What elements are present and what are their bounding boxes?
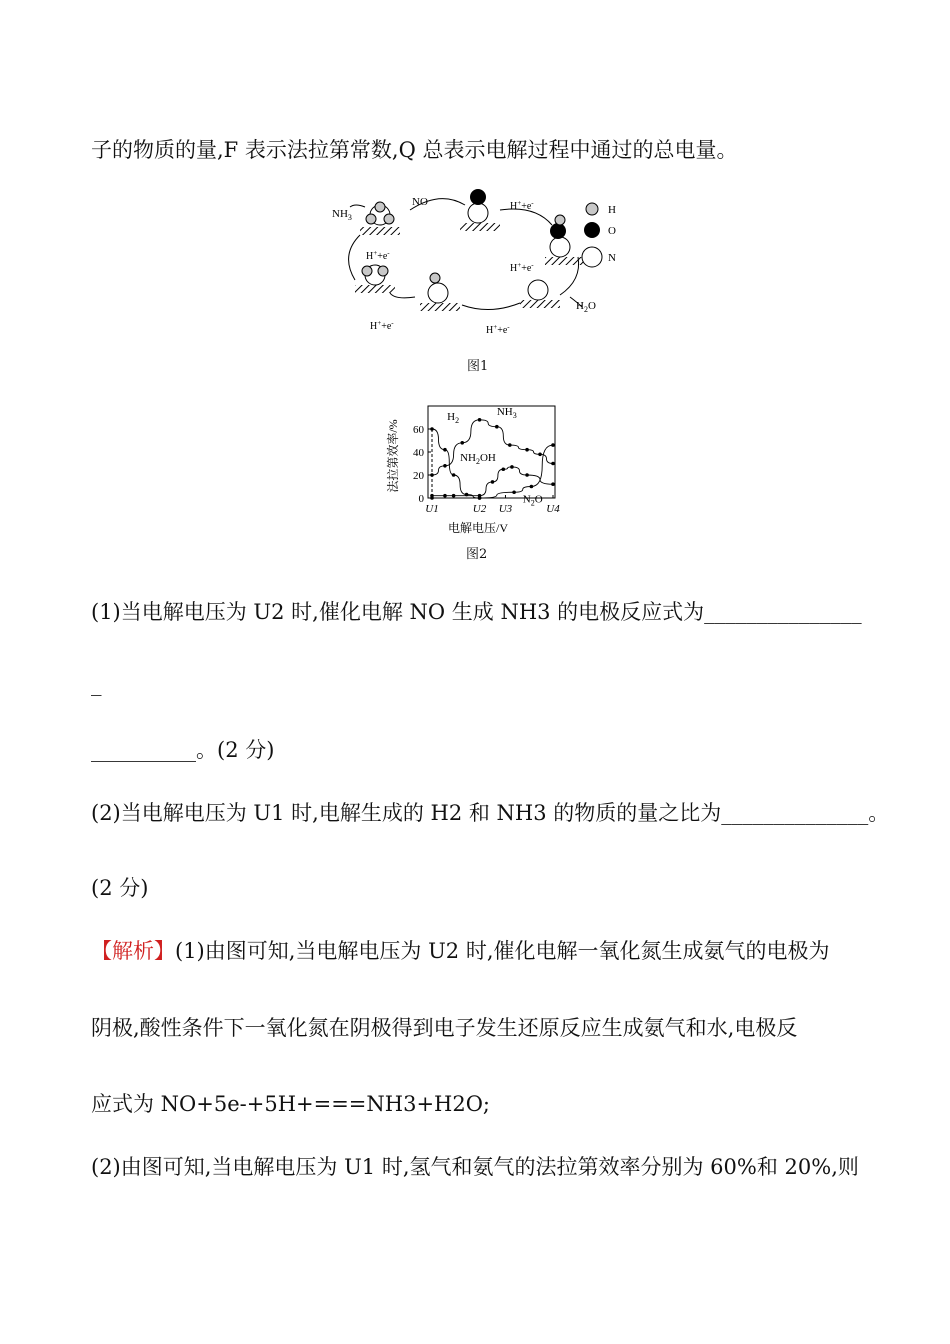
- analysis-line-4: (2)由图可知,当电解电压为 U1 时,氢气和氨气的法拉第效率分别为 60%和 20%,则: [91, 1155, 859, 1179]
- data-point-nh3: [443, 464, 447, 468]
- series-label-nh2oh: $NH_2OH$: [460, 452, 496, 467]
- label-he-2: H++e-: [510, 261, 534, 274]
- analysis-line-1: [91, 935, 830, 965]
- x-tick-label: U3: [498, 503, 513, 515]
- legend-o-dot: [584, 222, 600, 238]
- question-1-end: [91, 734, 274, 764]
- data-point-nh2oh: [443, 494, 447, 498]
- data-point-nh3: [508, 443, 512, 447]
- data-point-h2: [443, 448, 447, 452]
- label-nh3: $NH_3$: [332, 208, 352, 222]
- legend-o: O: [608, 225, 616, 237]
- y-tick-label: 60: [413, 424, 424, 436]
- figure-1: [320, 185, 640, 345]
- legend-n: N: [608, 252, 616, 264]
- data-point-nh2oh: [525, 473, 529, 477]
- label-he-1: H++e-: [510, 199, 534, 212]
- question-2-score: (2 分): [91, 876, 149, 900]
- figure-2-caption: 图2: [466, 547, 488, 562]
- analysis-line-3: 应式为 NO+5e-+5H+===NH3+H2O;: [91, 1092, 491, 1116]
- y-tick-label: 0: [418, 493, 424, 505]
- legend-n-dot: [582, 247, 602, 267]
- intro-text: 子的物质的量,F 表示法拉第常数,Q 总表示电解过程中通过的总电量。: [91, 138, 738, 162]
- data-point-nh2oh: [502, 467, 506, 471]
- y-tick-label: 40: [413, 447, 424, 459]
- question-1: [91, 596, 862, 626]
- data-point-n2o: [478, 496, 482, 500]
- question-1-text: (1)当电解电压为 U2 时,催化电解 NO 生成 NH3 的电极反应式为: [91, 600, 705, 624]
- question-2-end: 。: [868, 801, 890, 825]
- x-tick-label: U1: [425, 503, 439, 515]
- data-point-n2o: [430, 496, 434, 500]
- data-point-h2: [430, 427, 434, 431]
- answer-blank-1-cont: _: [91, 672, 102, 696]
- chart-ylabel: 法拉第效率/%: [386, 419, 400, 493]
- question-1-score: 。(2 分): [196, 738, 275, 762]
- data-point-nh3: [460, 441, 464, 445]
- answer-blank-2: ______________: [721, 801, 869, 825]
- data-point-nh3: [478, 418, 482, 422]
- figure-1-caption: 图1: [467, 359, 489, 374]
- data-point-n2o: [512, 490, 516, 494]
- y-tick-label: 20: [413, 470, 424, 482]
- data-point-nh2oh: [491, 480, 495, 484]
- data-point-n2o: [551, 443, 555, 447]
- series-label-h2: $H_2$: [447, 410, 460, 425]
- data-point-nh3: [525, 448, 529, 452]
- data-point-n2o: [530, 485, 534, 489]
- data-point-nh3: [538, 453, 542, 457]
- label-he-3: H++e-: [486, 323, 510, 336]
- legend-h: H: [608, 204, 616, 216]
- series-label-n2o: $N_2O$: [522, 493, 543, 508]
- x-tick-label: U4: [546, 503, 560, 515]
- data-point-nh3: [430, 473, 434, 477]
- faradaic-efficiency-chart: [383, 398, 573, 538]
- analysis-tag: 【解析】: [91, 939, 175, 963]
- data-point-nh2oh: [510, 465, 514, 469]
- figure-2: [383, 398, 573, 538]
- data-point-h2: [452, 473, 456, 477]
- legend-h-dot: [586, 203, 598, 215]
- analysis-text-1: (1)由图可知,当电解电压为 U2 时,催化电解一氧化氮生成氨气的电极为: [175, 939, 830, 963]
- data-point-nh2oh: [551, 482, 555, 486]
- reaction-cycle-diagram: [320, 185, 640, 345]
- data-point-nh3: [551, 462, 555, 466]
- label-he-5: H++e-: [366, 249, 390, 262]
- answer-blank-1: _______________: [704, 600, 862, 624]
- question-2: [91, 797, 889, 827]
- analysis-line-2: 阴极,酸性条件下一氧化氮在阴极得到电子发生还原反应生成氨气和水,电极反: [91, 1016, 798, 1040]
- label-he-4: H++e-: [370, 319, 394, 332]
- data-point-nh2oh: [452, 494, 456, 498]
- chart-xlabel: 电解电压/V: [447, 521, 509, 535]
- data-point-nh3: [495, 425, 499, 429]
- series-label-nh3: $NH_3$: [496, 406, 517, 421]
- series-line-nh3: [432, 420, 553, 475]
- x-tick-label: U2: [472, 503, 487, 515]
- label-no: NO: [412, 196, 428, 208]
- answer-blank-1-tail: __________: [91, 738, 196, 762]
- question-2-text: (2)当电解电压为 U1 时,电解生成的 H2 和 NH3 的物质的量之比为: [91, 801, 722, 825]
- label-h2o: $H_2O$: [576, 300, 596, 314]
